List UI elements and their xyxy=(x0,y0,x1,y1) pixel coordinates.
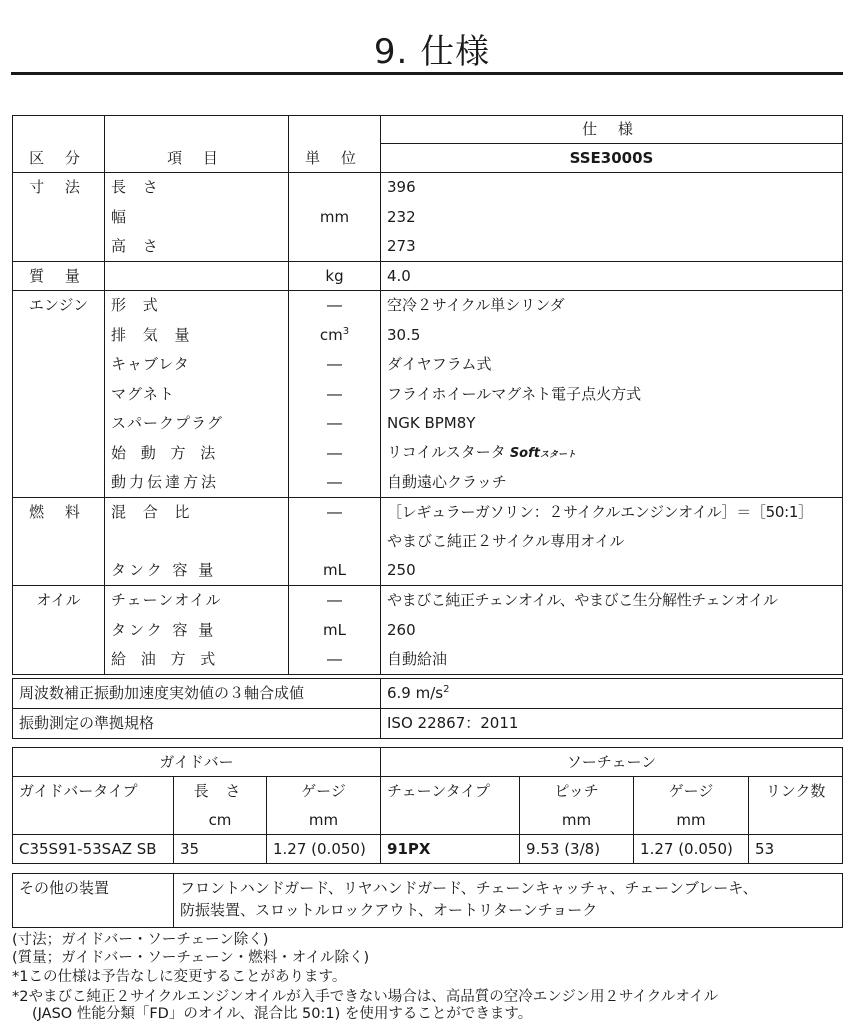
table-unit-row xyxy=(13,806,843,835)
item-spark-plug: スパークプラグ xyxy=(105,409,289,439)
unit-cell: ― xyxy=(289,350,381,380)
unit-mm: mm xyxy=(634,806,749,835)
table-row xyxy=(13,615,843,645)
value-chain-oil: やまびこ純正チェンオイル、やまびこ生分解性チェンオイル xyxy=(381,586,843,616)
value-width: 232 xyxy=(381,202,843,232)
table-row xyxy=(13,645,843,675)
footnote-2: *2やまびこ純正２サイクルエンジンオイルが入手できない場合は、高品質の空冷エンジン用２サイクルオイル xyxy=(12,988,719,1005)
unit-mm: mm xyxy=(267,806,381,835)
col-bar-type: ガイドバータイプ xyxy=(13,777,174,806)
table-row xyxy=(13,173,843,203)
value-fuel-tank-capacity: 250 xyxy=(381,556,843,586)
value-displacement: 30.5 xyxy=(381,320,843,350)
table-header-row xyxy=(13,777,843,806)
table-row xyxy=(13,350,843,380)
soft-start-logo: Softスタート xyxy=(509,446,576,462)
value-genuine-oil: やまびこ純正２サイクル専用オイル xyxy=(381,527,843,557)
category-oil: オイル xyxy=(13,586,105,616)
table-row xyxy=(13,320,843,350)
item-mixing-ratio: 混 合 比 xyxy=(105,497,289,527)
category-dimensions: 寸 法 xyxy=(13,173,105,203)
table-row xyxy=(13,261,843,291)
value-chain-type: 91PX xyxy=(381,835,520,864)
item-oil-tank-capacity: タンク 容 量 xyxy=(105,615,289,645)
value-oiling-method: 自動給油 xyxy=(381,645,843,675)
table-row xyxy=(13,409,843,439)
item-header: 項 目 xyxy=(105,144,289,173)
guide-bar-header: ガイドバー xyxy=(13,748,381,777)
value-oil-tank-capacity: 260 xyxy=(381,615,843,645)
table-row xyxy=(13,232,843,262)
category-header: 区 分 xyxy=(13,144,105,173)
value-chain-gauge: 1.27 (0.050) xyxy=(634,835,749,864)
col-bar-gauge: ゲージ xyxy=(267,777,381,806)
table-row xyxy=(13,835,843,864)
mass-note: (質量；ガイドバー・ソーチェーン・燃料・オイル除く) xyxy=(12,949,370,966)
item-power-transmission: 動力伝達方法 xyxy=(105,468,289,498)
unit-cell: ― xyxy=(289,497,381,527)
unit-cm: cm xyxy=(174,806,267,835)
value-pitch: 9.53 (3/8) xyxy=(520,835,634,864)
table-row xyxy=(13,556,843,586)
unit-cell: ― xyxy=(289,379,381,409)
col-links: リンク数 xyxy=(749,777,843,806)
item-length: 長 さ xyxy=(105,173,289,203)
footnotes xyxy=(12,932,842,1024)
vibration-value: 6.9 $m/s^2$ xyxy=(381,679,843,709)
vibration-standard-value: ISO 22867：2011 xyxy=(381,709,843,739)
value-starting-method: リコイルスタータ Softスタート xyxy=(381,438,843,468)
unit-cell xyxy=(289,232,381,262)
item-displacement: 排 気 量 xyxy=(105,320,289,350)
table-header-row xyxy=(13,748,843,777)
unit-cell: ― xyxy=(289,468,381,498)
item-oiling-method: 給 油 方 式 xyxy=(105,645,289,675)
item-height: 高 さ xyxy=(105,232,289,262)
other-equipment-value: フロントハンドガード、リヤハンドガード、チェーンキャッチャ、チェーンブレーキ、 防振装置、スロットルロックアウト、オートリターンチョーク xyxy=(174,874,843,928)
spec-header-row-top xyxy=(13,116,843,144)
table-row xyxy=(13,291,843,321)
vibration-table xyxy=(12,678,843,739)
unit-ml: mL xyxy=(289,615,381,645)
item-starting-method: 始 動 方 法 xyxy=(105,438,289,468)
col-pitch: ピッチ xyxy=(520,777,634,806)
unit-ml: mL xyxy=(289,556,381,586)
col-chain-type: チェーンタイプ xyxy=(381,777,520,806)
value-mass: 4.0 xyxy=(381,261,843,291)
col-length: 長 さ xyxy=(174,777,267,806)
unit-cell xyxy=(289,527,381,557)
unit-cell: ― xyxy=(289,645,381,675)
item-width: 幅 xyxy=(105,202,289,232)
title-underline xyxy=(11,72,843,75)
table-row xyxy=(13,497,843,527)
item-magneto: マグネト xyxy=(105,379,289,409)
footnote-1: *1この仕様は予告なしに変更することがあります。 xyxy=(12,969,347,985)
value-engine-type: 空冷２サイクル単シリンダ xyxy=(381,291,843,321)
unit-cell xyxy=(289,173,381,203)
unit-cell: ― xyxy=(289,409,381,439)
model-header: SSE3000S xyxy=(381,144,843,173)
item-fuel-tank-capacity: タンク 容 量 xyxy=(105,556,289,586)
value-bar-gauge: 1.27 (0.050) xyxy=(267,835,381,864)
item-carburetor: キャブレタ xyxy=(105,350,289,380)
spec-header-row-bottom xyxy=(13,144,843,173)
table-row xyxy=(13,527,843,557)
value-spark-plug: NGK BPM8Y xyxy=(381,409,843,439)
table-row xyxy=(13,202,843,232)
saw-chain-header: ソーチェーン xyxy=(381,748,843,777)
unit-kg: kg xyxy=(289,261,381,291)
category-engine: エンジン xyxy=(13,291,105,321)
item-chain-oil: チェーンオイル xyxy=(105,586,289,616)
value-magneto: フライホイールマグネト電子点火方式 xyxy=(381,379,843,409)
page-title: 9. 仕様 xyxy=(373,32,491,72)
category-fuel: 燃 料 xyxy=(13,497,105,527)
unit-cell: ― xyxy=(289,586,381,616)
other-equipment-table xyxy=(12,873,843,928)
unit-cell: ― xyxy=(289,438,381,468)
unit-mm: mm xyxy=(289,202,381,232)
table-row xyxy=(13,379,843,409)
vibration-standard-label: 振動測定の準拠規格 xyxy=(13,709,381,739)
table-row xyxy=(13,468,843,498)
unit-cell: ― xyxy=(289,291,381,321)
table-row xyxy=(13,438,843,468)
table-row xyxy=(13,874,843,928)
guide-bar-chain-table xyxy=(12,747,843,864)
dimension-note: (寸法；ガイドバー・ソーチェーン除く) xyxy=(12,932,269,948)
vibration-label: 周波数補正振動加速度実効値の３軸合成値 xyxy=(13,679,381,709)
value-power-transmission: 自動遠心クラッチ xyxy=(381,468,843,498)
table-row xyxy=(13,679,843,709)
category-mass: 質 量 xyxy=(13,261,105,291)
spec-table xyxy=(12,115,843,675)
unit-cm3: $cm^3$ xyxy=(289,320,381,350)
value-length: 396 xyxy=(381,173,843,203)
table-row xyxy=(13,586,843,616)
value-bar-length: 35 xyxy=(174,835,267,864)
table-row xyxy=(13,709,843,739)
footnote-2-continued: (JASO 性能分類「FD」のオイル、混合比 50:1) を使用することができます。 xyxy=(32,1006,533,1022)
item-type: 形 式 xyxy=(105,291,289,321)
spec-column-header: 仕 様 xyxy=(381,116,843,144)
value-height: 273 xyxy=(381,232,843,262)
value-links: 53 xyxy=(749,835,843,864)
value-bar-type: C35S91-53SAZ SB xyxy=(13,835,174,864)
item-cell xyxy=(105,527,289,557)
other-equipment-label: その他の装置 xyxy=(13,874,174,928)
unit-mm: mm xyxy=(520,806,634,835)
unit-header: 単 位 xyxy=(289,144,381,173)
value-mixing-ratio: ［レギュラーガソリン：２サイクルエンジンオイル］＝［50:1］ xyxy=(381,497,843,527)
value-carburetor: ダイヤフラム式 xyxy=(381,350,843,380)
col-chain-gauge: ゲージ xyxy=(634,777,749,806)
